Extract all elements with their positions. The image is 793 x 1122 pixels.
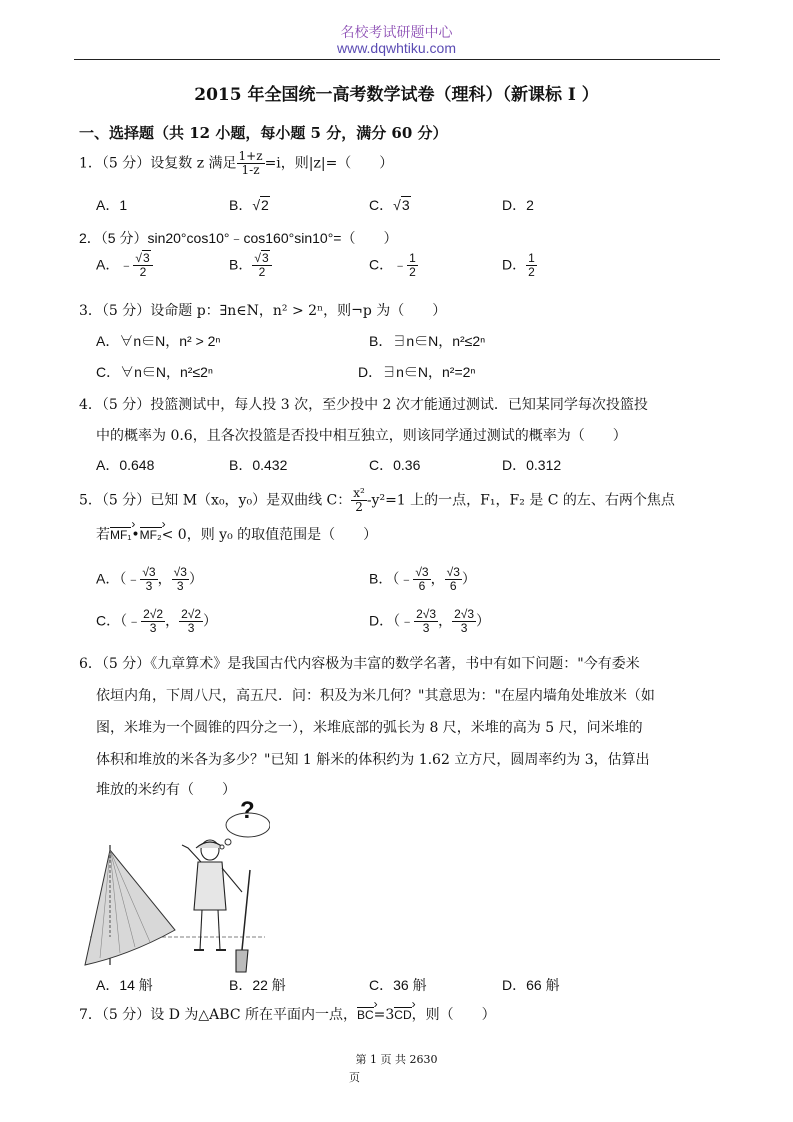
farmer-figure xyxy=(182,840,250,972)
q2-b-num: √3 xyxy=(252,252,271,266)
q2-b-den: 2 xyxy=(258,265,266,280)
question-1 xyxy=(79,150,393,177)
q2-option-b-label: B． xyxy=(229,256,253,273)
q2-option-a-label: A． xyxy=(96,256,120,273)
q2-option-a-fraction xyxy=(133,252,152,279)
q5-option-c xyxy=(96,608,217,635)
q5-b-label: B． xyxy=(369,570,393,587)
q2-d-den: 2 xyxy=(528,265,535,280)
q4-option-a: A．0.648 xyxy=(96,457,155,473)
q1-option-b-radicand: 2 xyxy=(261,197,269,213)
q7-vector-bc: BC › xyxy=(357,1007,374,1022)
q5-hyperbola-fraction xyxy=(351,487,367,514)
paper-title: 2015 年全国统一高考数学试卷（理科）（新课标 I ） xyxy=(194,85,599,105)
q5-b-lp: （﹣ xyxy=(392,570,414,587)
q5-line2-prefix: 若 xyxy=(96,527,110,543)
q5-option-b xyxy=(369,566,476,593)
q2-option-c-fraction xyxy=(407,252,418,279)
q5-a-n1: √3 xyxy=(142,565,156,579)
question-4-line-1: 4．（5 分）投篮测试中，每人投 3 次，至少投中 2 次才能通过测试．已知某同学每次投篮投 xyxy=(79,397,648,413)
q2-c-num: 1 xyxy=(409,251,416,265)
q5-a-frac2 xyxy=(172,566,189,593)
q1-option-c-label: C． xyxy=(369,197,394,213)
question-5-line-1 xyxy=(79,487,675,514)
q2-a-num: √3 xyxy=(133,252,152,266)
q5-d-frac1 xyxy=(414,608,438,635)
question-6-line-4: 体积和堆放的米各为多少？"已知 1 斛米的体积约为 1.62 立方尺，圆周率约为 3，估算出 xyxy=(96,752,650,768)
q5-d-sep: ， xyxy=(438,612,453,629)
q5-b-d2: 6 xyxy=(449,579,457,594)
q6-option-d: D．66 斛 xyxy=(502,977,560,993)
question-2: 2．（5 分）sin20°cos10°﹣cos160°sin10°=（ ） xyxy=(79,230,398,246)
q5-b-rp: ） xyxy=(461,570,476,587)
q5-a-d2: 3 xyxy=(176,579,184,594)
question-6-line-5: 堆放的米约有（ ） xyxy=(96,782,236,798)
question-6-line-1: 6．（5 分）《九章算术》是我国古代内容极为丰富的数学名著，书中有如下问题："今有委米 xyxy=(79,656,640,672)
q5-a-rp: ） xyxy=(188,570,203,587)
q7-prefix: 7．（5 分）设 D 为△ABC 所在平面内一点， xyxy=(79,1007,357,1023)
q1-option-c xyxy=(369,195,411,215)
q4-option-d: D．0.312 xyxy=(502,457,562,473)
q5-b-frac2 xyxy=(445,566,462,593)
q5-c-d2: 3 xyxy=(187,621,195,636)
q5-line2-suffix: < 0，则 y₀ 的取值范围是（ ） xyxy=(161,527,378,543)
q3-option-a: A．∀n∈N，n² > 2ⁿ xyxy=(96,333,221,349)
q5-vector-mf1: MF₁ › xyxy=(110,527,131,542)
q2-b-radicand: 3 xyxy=(261,251,269,265)
q3-option-b: B．∃n∈N，n²≤2ⁿ xyxy=(369,333,486,349)
q5-b-sep: ， xyxy=(430,570,445,587)
q5-a-frac1 xyxy=(140,566,157,593)
q2-option-b xyxy=(229,252,272,279)
q7-equals: =3 xyxy=(373,1007,395,1023)
q5-a-n2: √3 xyxy=(173,565,187,579)
q5-vector-mf2: MF₂ › xyxy=(140,527,162,542)
q3-option-c: C．∀n∈N，n²≤2ⁿ xyxy=(96,364,214,380)
q5-b-n2: √3 xyxy=(446,565,460,579)
q1-option-a: A．1 xyxy=(96,197,128,213)
q5-d-d2: 3 xyxy=(460,621,468,636)
question-6-line-2: 依垣内角，下周八尺，高五尺．问：积及为米几何？"其意思为："在屋内墙角处堆放米（如 xyxy=(96,688,655,704)
question-7 xyxy=(79,1004,496,1024)
q1-option-b xyxy=(229,195,270,215)
q5-a-label: A． xyxy=(96,570,120,587)
q7-suffix: ，则（ ） xyxy=(411,1007,496,1023)
q3-option-d: D．∃n∈N，n²=2ⁿ xyxy=(358,364,476,380)
q5-option-a xyxy=(96,566,203,593)
watermark-url: www.dqwhtiku.com xyxy=(336,40,457,56)
q6-option-b: B．22 斛 xyxy=(229,977,286,993)
question-5-line-2 xyxy=(96,524,377,544)
q5-frac-num: x² xyxy=(353,486,365,500)
q5-d-frac2 xyxy=(452,608,476,635)
q2-option-b-fraction xyxy=(252,252,271,279)
q2-option-c-label: C． xyxy=(369,256,394,273)
q5-option-d xyxy=(369,608,490,635)
q5-dot: • xyxy=(131,527,140,543)
sqrt-symbol: √ xyxy=(252,197,261,213)
q2-option-d xyxy=(502,252,537,279)
q2-option-c-sign: ﹣ xyxy=(393,256,408,273)
q5-a-lp: （﹣ xyxy=(119,570,141,587)
q5-c-label: C． xyxy=(96,612,121,629)
header-rule xyxy=(74,59,720,60)
q5-d-label: D． xyxy=(369,612,394,629)
q5-d-n1: 2√3 xyxy=(416,607,437,621)
q5-c-lp: （﹣ xyxy=(120,612,142,629)
watermark-title: 名校考试研题中心 xyxy=(340,25,453,41)
q2-option-a xyxy=(96,252,153,279)
q5-c-frac2 xyxy=(179,608,203,635)
q5-c-rp: ） xyxy=(203,612,217,629)
q1-fraction xyxy=(237,150,265,177)
q1-suffix: =i，则|z|=（ ） xyxy=(264,155,394,172)
question-mark-icon: ? xyxy=(240,797,255,824)
q5-d-lp: （﹣ xyxy=(393,612,415,629)
q5-c-frac1 xyxy=(141,608,165,635)
page-number: 第 1 页 共 2630 xyxy=(355,1053,438,1066)
q5-a-d1: 3 xyxy=(145,579,153,594)
q5-c-sep: ， xyxy=(165,612,180,629)
rice-pile-illustration xyxy=(70,800,270,980)
q7-vector-cd: CD › xyxy=(394,1007,411,1022)
q4-option-b: B．0.432 xyxy=(229,457,288,473)
section-heading: 一、选择题（共 12 小题，每小题 5 分，满分 60 分） xyxy=(79,124,448,142)
sqrt-symbol: √ xyxy=(393,197,401,213)
q1-option-b-label: B． xyxy=(229,197,253,213)
question-6-line-3: 图，米堆为一个圆锥的四分之一），米堆底部的弧长为 8 尺，米堆的高为 5 尺，问米堆的 xyxy=(96,720,643,736)
q6-option-a: A．14 斛 xyxy=(96,977,153,993)
page-number-suffix: 页 xyxy=(349,1071,360,1084)
q2-option-d-fraction xyxy=(526,252,537,279)
q2-option-d-label: D． xyxy=(502,256,527,273)
q1-option-d: D．2 xyxy=(502,197,534,213)
q5-a-sep: ， xyxy=(157,570,172,587)
q5-c-n1: 2√2 xyxy=(143,607,164,621)
q5-d-d1: 3 xyxy=(422,621,430,636)
q2-a-radicand: 3 xyxy=(142,251,150,265)
q2-a-den: 2 xyxy=(139,265,147,280)
q6-option-c: C．36 斛 xyxy=(369,977,427,993)
q5-b-frac1 xyxy=(413,566,430,593)
q5-c-d1: 3 xyxy=(149,621,157,636)
question-3: 3．（5 分）设命题 p：∃n∈N，n² > 2ⁿ，则¬p 为（ ） xyxy=(79,303,447,319)
q5-frac-den: 2 xyxy=(355,500,363,515)
q5-d-n2: 2√3 xyxy=(454,607,474,621)
q5-c-n2: 2√2 xyxy=(181,607,201,621)
q2-d-num: 1 xyxy=(528,251,535,265)
q1-numerator: 1+z xyxy=(238,149,263,163)
q5-line1-prefix: 5．（5 分）已知 M（x₀，y₀）是双曲线 C： xyxy=(79,492,352,509)
rice-cone xyxy=(85,850,175,965)
q5-d-rp: ） xyxy=(476,612,490,629)
q4-option-c: C．0.36 xyxy=(369,457,421,473)
q2-c-den: 2 xyxy=(409,265,416,280)
q5-line1-suffix: -y²=1 上的一点，F₁，F₂ 是 C 的左、右两个焦点 xyxy=(366,492,675,509)
q1-option-c-radicand: 3 xyxy=(401,197,410,213)
q1-denominator: 1-z xyxy=(241,163,260,178)
q5-b-n1: √3 xyxy=(415,565,429,579)
q2-option-c xyxy=(369,252,418,279)
q2-option-a-sign: ﹣ xyxy=(119,256,134,273)
q5-b-d1: 6 xyxy=(418,579,426,594)
q1-prefix: 1．（5 分）设复数 z 满足 xyxy=(79,155,237,172)
question-4-line-2: 中的概率为 0.6，且各次投篮是否投中相互独立，则该同学通过测试的概率为（ ） xyxy=(96,428,627,444)
